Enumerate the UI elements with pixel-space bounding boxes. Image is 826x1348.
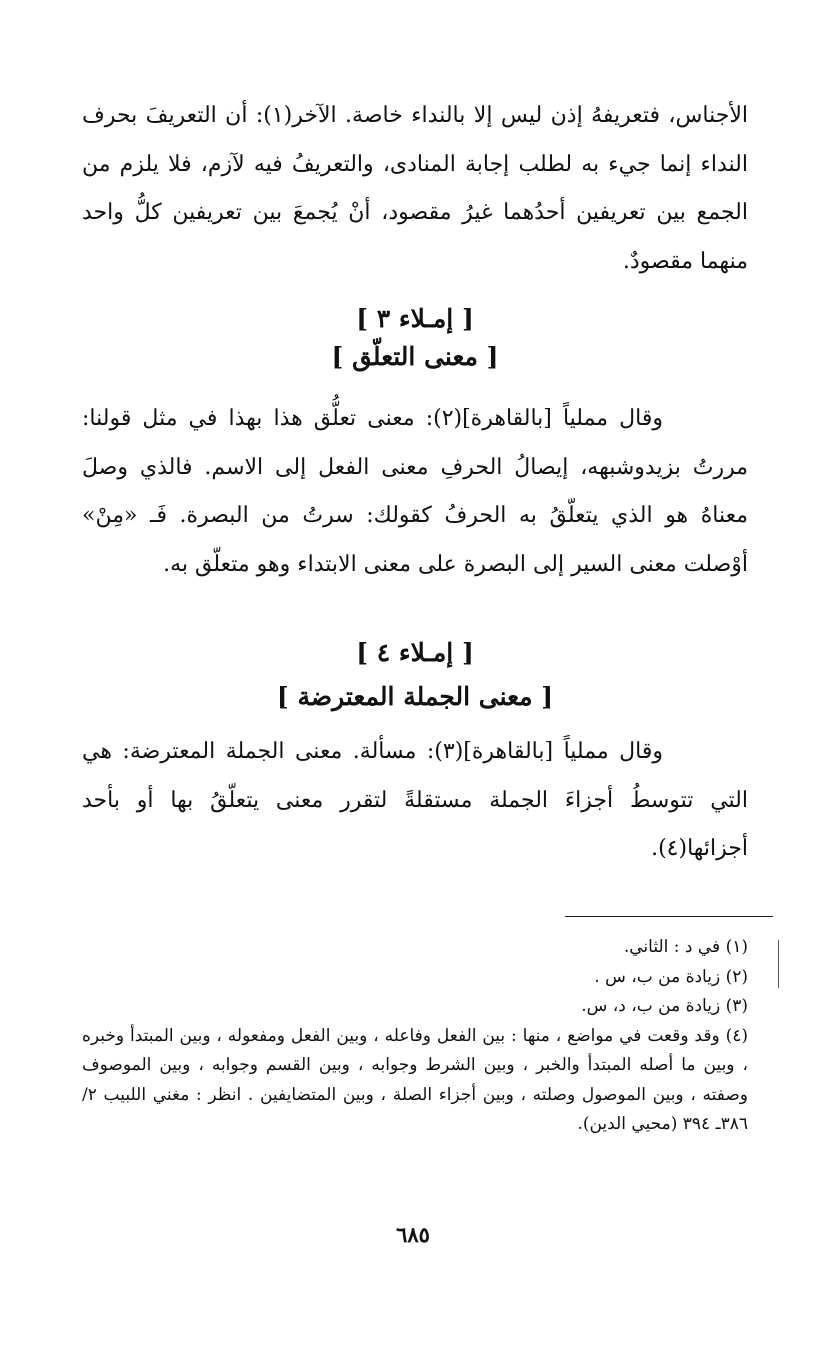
footnote-2: (٢) زيادة من ب، س . (594, 966, 748, 987)
paragraph-jumla-mutarida: وقال مملياً [بالقاهرة](٣): مسألة. معنى الجملة المعترضة: هي التي تتوسطُ أجزاءَ الجملة مستقلةً لتقرر معنى يتعلّقُ بها أو بأحد أجزائها(٤). (82, 739, 748, 861)
footnotes (82, 933, 748, 1140)
section-subheading-taalluq: [ معنى التعلّق ] (331, 342, 499, 371)
section-heading-imla-4: [ إمـلاء ٤ ] (356, 638, 474, 667)
paragraph-intro: الأجناس، فتعريفهُ إذن ليس إلا بالنداء خاصة. الآخر(١): أن التعريفَ بحرف النداء إنما جيء به لطلب إجابة المنادى، والتعريفُ فيه لآزم، فلا يلزم من الجمع بين تعريفين أحدُهما غيرُ مقصود، أنْ يُجمعَ بين تعريفين كلُّ واحد منهما مقصودٌ. (82, 103, 748, 274)
footnote-4: (٤) وقد وقعت في مواضع ، منها : بين الفعل وفاعله ، وبين الفعل ومفعوله ، وبين المبتدأ وخبره ، وبين ما أصله المبتدأ والخبر ، وبين الشرط وجوابه ، وبين القسم وجوابه ، وبين الموصوف وصفته ، وبين الموصول وصلته ، وبين أجزاء الصلة ، وبين المتضايفين . انظر : مغني اللبيب ٢/ ٣٨٦ـ ٣٩٤ (محيي الدين). (82, 1025, 748, 1134)
footnote-divider (565, 916, 773, 917)
footnote-1: (١) في د : الثاني. (623, 937, 748, 957)
section-subheading-jumla-mutarida: [ معنى الجملة المعترضة ] (276, 682, 554, 711)
section-heading-imla-3: [ إمـلاء ٣ ] (356, 304, 474, 333)
page-number: ٦٨٥ (396, 1222, 430, 1247)
page-body (82, 92, 748, 861)
margin-mark (778, 940, 779, 988)
footnote-3: (٣) زيادة من ب، د، س. (581, 996, 748, 1016)
paragraph-taalluq: وقال مملياً [بالقاهرة](٢): معنى تعلُّق هذا بهذا في مثل قولنا: مررتُ بزيدوشبهه، إيصالُ الحرفِ معنى الفعل إلى الاسم. فالذي وصلَ معناهُ هو الذي يتعلّقُ به الحرفُ كقولك: سرتُ من البصرة. فَـ «مِنْ» أوْصلت معنى السير إلى البصرة على معنى الابتداء وهو متعلّق به. (82, 406, 748, 577)
